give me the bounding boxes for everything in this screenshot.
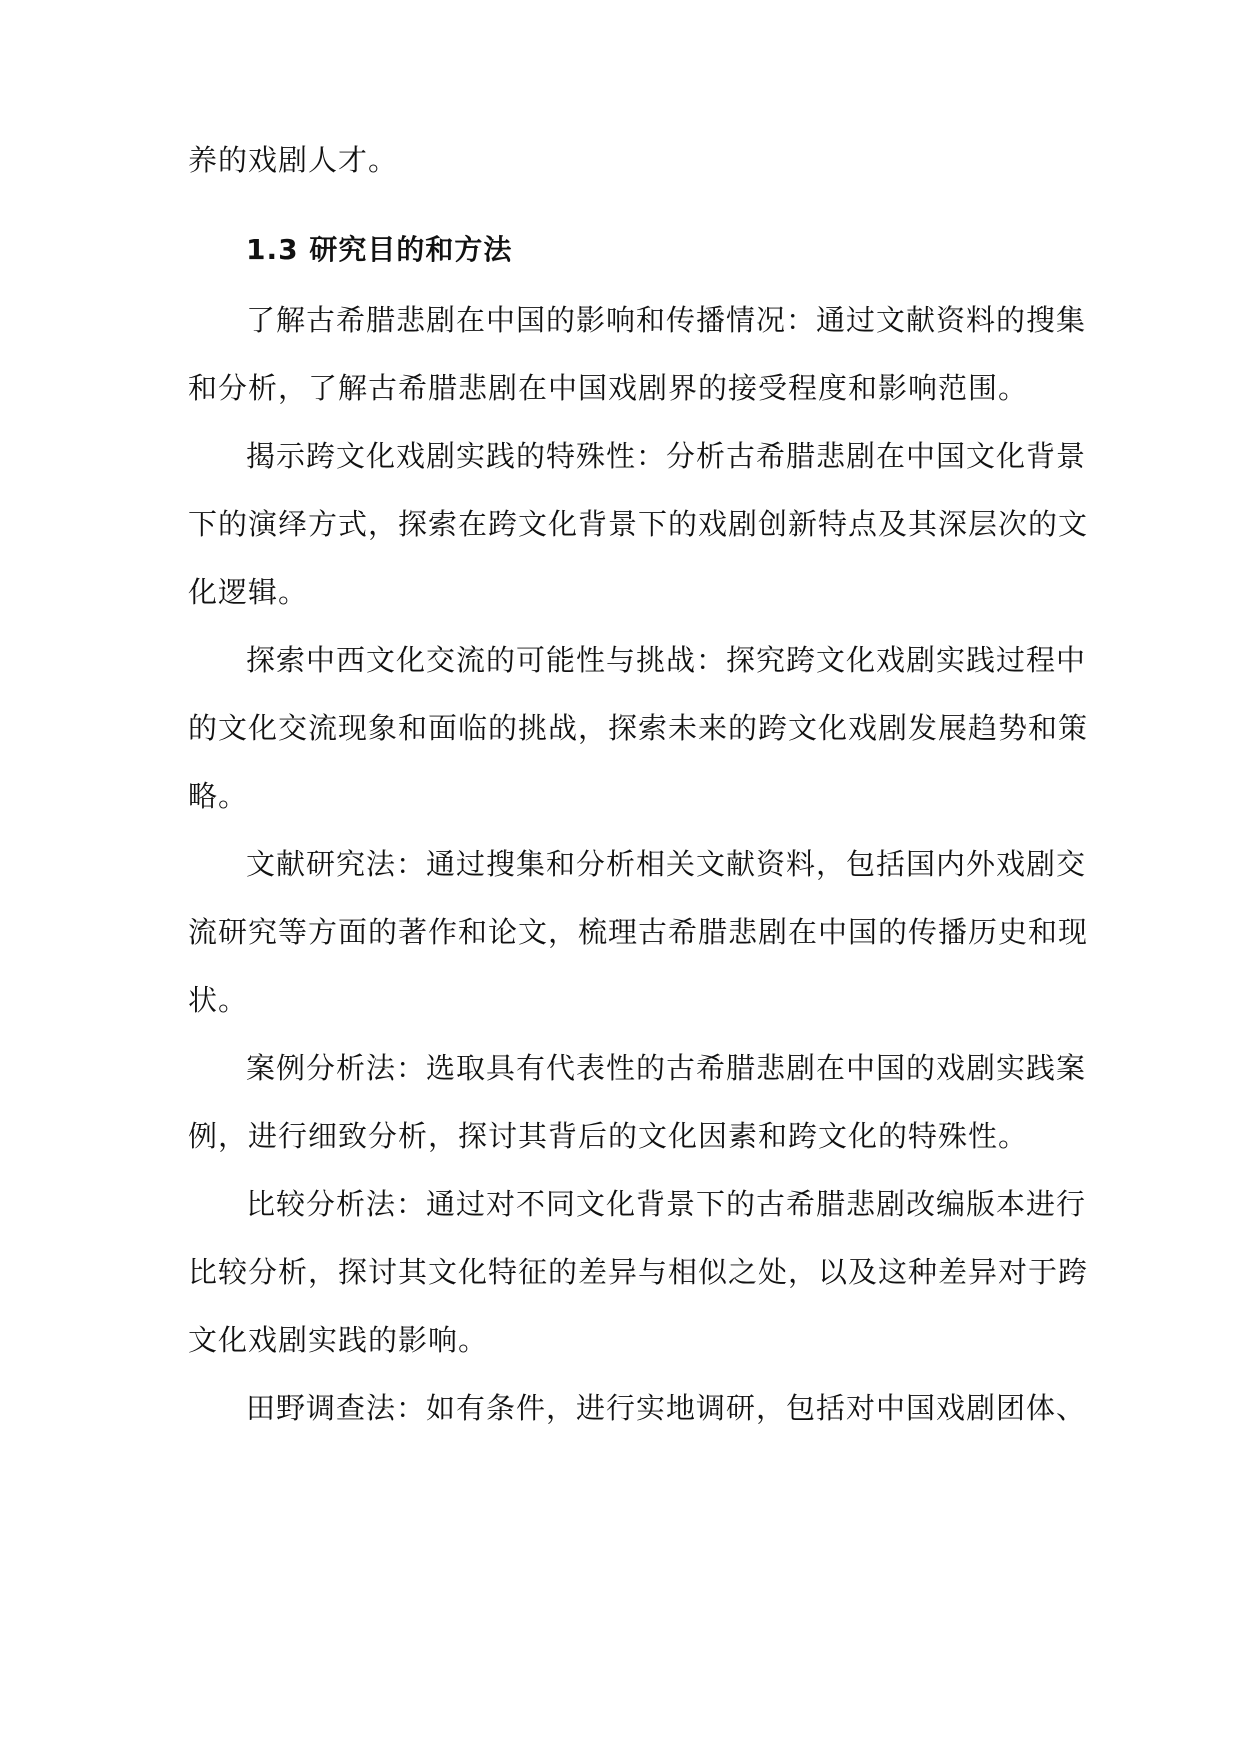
paragraph-line: 比较分析法：通过对不同文化背景下的古希腊悲剧改编版本进行	[246, 1187, 1087, 1221]
paragraph-line: 了解古希腊悲剧在中国的影响和传播情况：通过文献资料的搜集	[246, 303, 1087, 337]
section-heading: 1.3 研究目的和方法	[246, 233, 513, 266]
paragraph-line: 流研究等方面的著作和论文，梳理古希腊悲剧在中国的传播历史和现	[188, 915, 1089, 949]
paragraph-line: 揭示跨文化戏剧实践的特殊性：分析古希腊悲剧在中国文化背景	[246, 439, 1087, 473]
paragraph-line: 文化戏剧实践的影响。	[188, 1323, 489, 1357]
paragraph-line: 例，进行细致分析，探讨其背后的文化因素和跨文化的特殊性。	[188, 1119, 1029, 1153]
paragraph-line: 案例分析法：选取具有代表性的古希腊悲剧在中国的戏剧实践案	[246, 1051, 1087, 1085]
paragraph-line: 状。	[188, 983, 249, 1017]
paragraph-line: 和分析，了解古希腊悲剧在中国戏剧界的接受程度和影响范围。	[188, 371, 1029, 405]
paragraph-line: 下的演绎方式，探索在跨文化背景下的戏剧创新特点及其深层次的文	[188, 507, 1089, 541]
paragraph-line: 比较分析，探讨其文化特征的差异与相似之处，以及这种差异对于跨	[188, 1255, 1089, 1289]
paragraph-line: 的文化交流现象和面临的挑战，探索未来的跨文化戏剧发展趋势和策	[188, 711, 1089, 745]
paragraph-line: 田野调查法：如有条件，进行实地调研，包括对中国戏剧团体、	[246, 1391, 1087, 1425]
paragraph-line: 文献研究法：通过搜集和分析相关文献资料，包括国内外戏剧交	[246, 847, 1087, 881]
paragraph-line: 略。	[188, 779, 249, 813]
paragraph-continuation: 养的戏剧人才。	[188, 143, 399, 177]
paragraph-line: 探索中西文化交流的可能性与挑战：探究跨文化戏剧实践过程中	[246, 643, 1087, 677]
paragraph-line: 化逻辑。	[188, 575, 309, 609]
